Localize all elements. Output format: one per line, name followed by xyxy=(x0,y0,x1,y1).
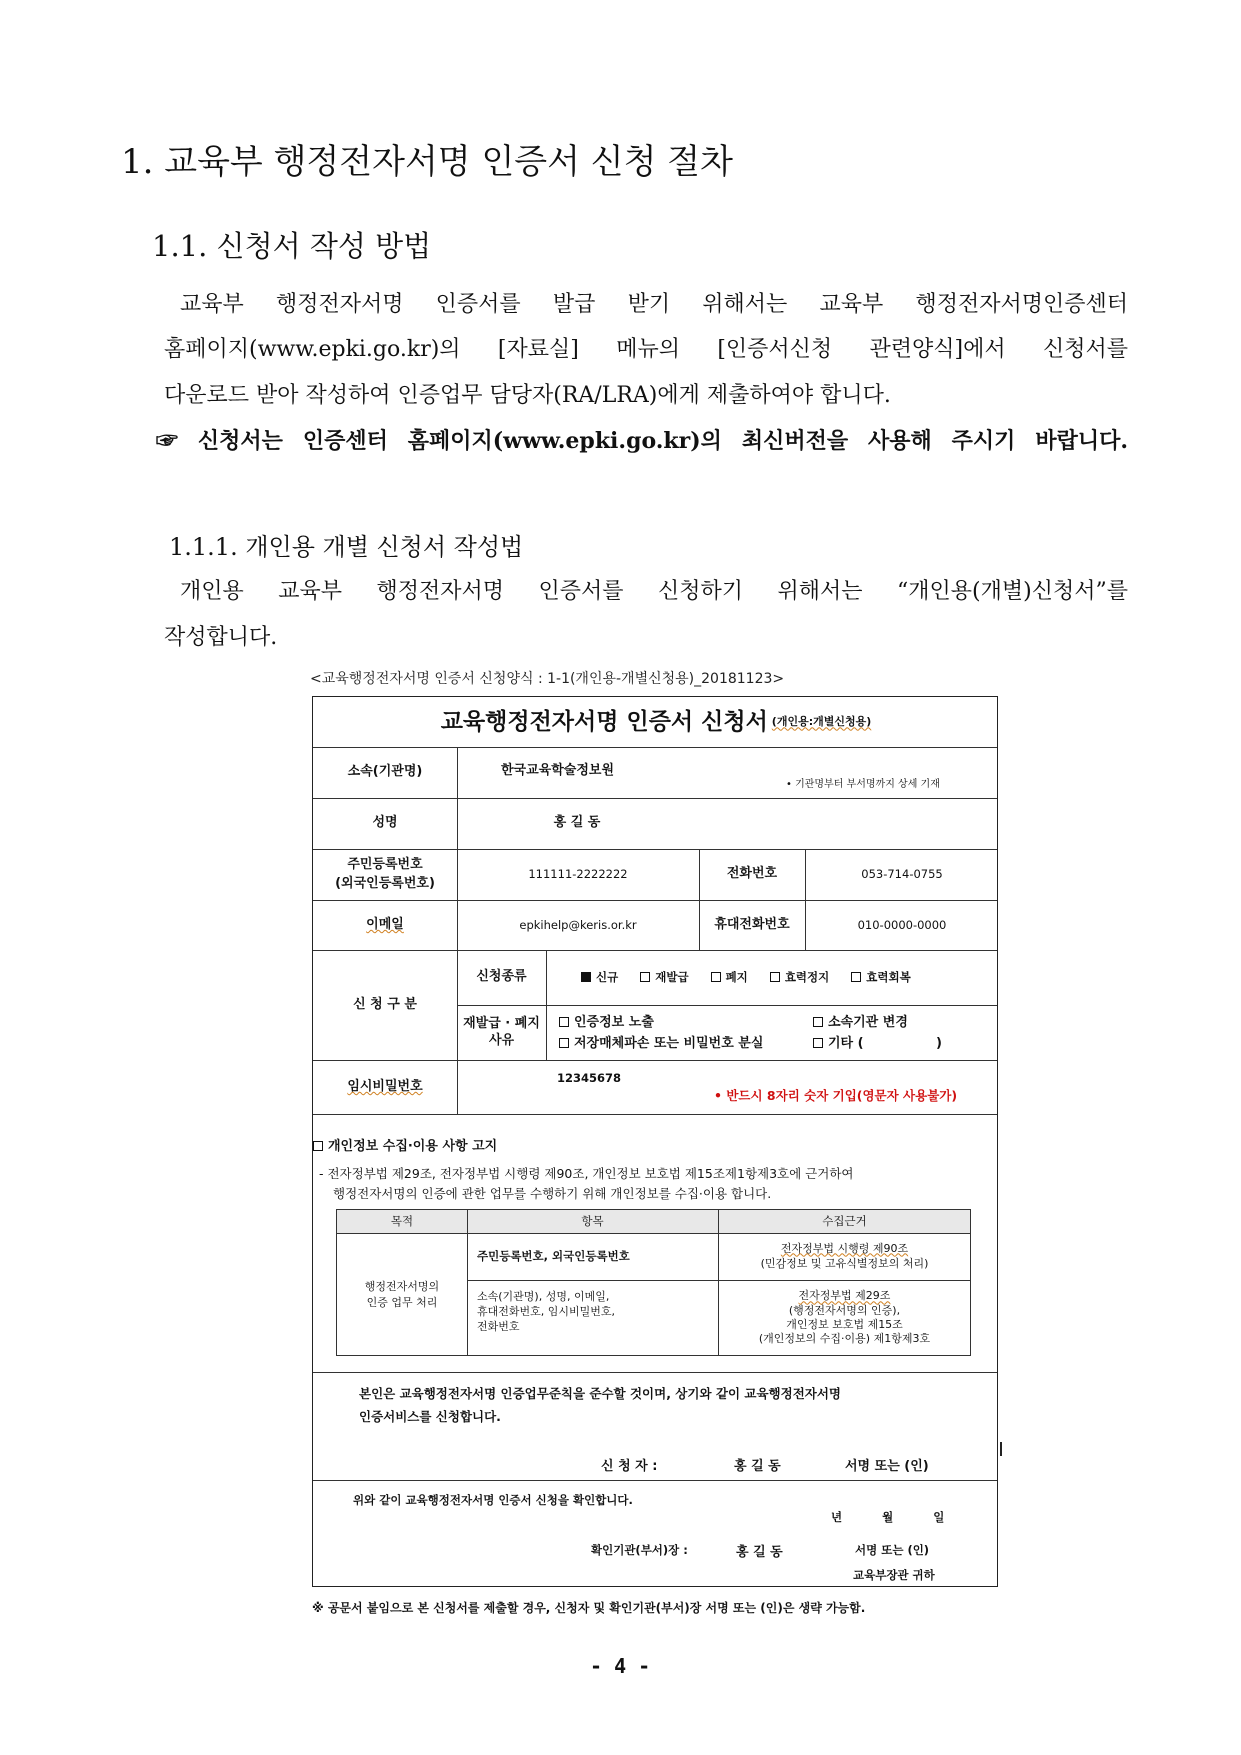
row2-basis: 전자정부법 제29조 (행정전자서명의 인증), 개인정보 보호법 제15조 (개인정보의 수집·이용) 제1항제3호 xyxy=(758,1289,931,1346)
reason-label: 재발급 · 폐지 사유 xyxy=(463,1015,540,1048)
header-purpose: 목적 xyxy=(390,1214,414,1229)
checkbox-icon xyxy=(813,1017,823,1027)
checkbox-icon xyxy=(813,1038,823,1048)
application-form xyxy=(312,696,998,1587)
form-caption: <교육행정전자서명 인증서 신청양식 : 1-1(개인용-개별신청용)_20181123> xyxy=(310,671,785,687)
name-value[interactable]: 홍 길 동 xyxy=(553,815,601,831)
checkbox-icon xyxy=(851,972,861,982)
row1-items: 주민등록번호, 외국인등록번호 xyxy=(477,1249,630,1263)
applicant-label: 신 청 자 : xyxy=(601,1459,658,1474)
page-number: - 4 - xyxy=(590,1654,651,1678)
form-title: 교육행정전자서명 인증서 신청서 (개인용:개별신청용) xyxy=(440,708,872,735)
category-label: 신 청 구 분 xyxy=(353,996,417,1012)
type-options xyxy=(581,969,929,985)
rrn-label: 주민등록번호 (외국인등록번호) xyxy=(335,857,435,891)
checkbox-icon xyxy=(711,972,721,982)
footnote: ※ 공문서 붙임으로 본 신청서를 제출할 경우, 신청자 및 확인기관(부서)장 서명 또는 (인)은 생략 가능함. xyxy=(312,1601,866,1615)
rrn-value[interactable]: 111111-2222222 xyxy=(528,867,628,882)
phone-label: 전화번호 xyxy=(726,866,778,882)
temp-password-note: • 반드시 8자리 숫자 기입(영문자 사용불가) xyxy=(714,1088,958,1103)
row1-basis: 전자정부법 시행령 제90조 (민감정보 및 고유식별정보의 처리) xyxy=(760,1241,929,1270)
intro-line-2: 홈페이지(www.epki.go.kr)의 [자료실] 메뉴의 [인증서신청 관련양식]에서 신청서를 xyxy=(164,337,1128,362)
phone-value[interactable]: 053-714-0755 xyxy=(861,867,943,882)
applicant-name[interactable]: 홍 길 동 xyxy=(734,1459,781,1474)
intro-note: ☞ 신청서는 인증센터 홈페이지(www.epki.go.kr)의 최신버전을 사용해 주시기 바랍니다. xyxy=(156,428,1128,454)
affiliation-note: • 기관명부터 부서명까지 상세 기재 xyxy=(786,779,940,790)
checkbox-icon xyxy=(770,972,780,982)
confirm-date[interactable]: 년 월 일 xyxy=(831,1510,945,1524)
type-new[interactable]: 신규 xyxy=(581,970,618,984)
sub-line-1: 개인용 교육부 행정전자서명 인증서를 신청하기 위해서는 “개인용(개별)신청서”를 xyxy=(180,579,1128,604)
header-basis: 수집근거 xyxy=(822,1214,867,1229)
checkbox-checked-icon xyxy=(581,972,591,982)
reason-exposure[interactable]: 인증정보 노출 xyxy=(559,1011,654,1030)
affiliation-value[interactable]: 한국교육학술정보원 xyxy=(501,763,615,778)
confirmer-label: 확인기관(부서)장 : xyxy=(591,1543,688,1557)
edge-mark xyxy=(1000,1442,1002,1456)
type-revoke[interactable]: 폐지 xyxy=(711,970,748,984)
checkbox-icon xyxy=(640,972,650,982)
confirm-text: 위와 같이 교육행정전자서명 인증서 신청을 확인합니다. xyxy=(353,1493,633,1507)
temp-password-label: 임시비밀번호 xyxy=(347,1078,423,1094)
privacy-line-1: - 전자정부법 제29조, 전자정부법 시행령 제90조, 개인정보 보호법 제15조제1항제3호에 근거하여 xyxy=(319,1166,854,1181)
privacy-heading: 개인정보 수집·이용 사항 고지 xyxy=(313,1135,497,1154)
mobile-value[interactable]: 010-0000-0000 xyxy=(857,917,947,932)
purpose-cell: 행정전자서명의 인증 업무 처리 xyxy=(364,1280,440,1309)
type-suspend[interactable]: 효력정지 xyxy=(770,970,829,984)
heading-1-1-1: 1.1.1. 개인용 개별 신청서 작성법 xyxy=(169,533,524,561)
intro-line-1: 교육부 행정전자서명 인증서를 발급 받기 위해서는 교육부 행정전자서명인증센터 xyxy=(180,292,1128,317)
checkbox-icon xyxy=(559,1017,569,1027)
reason-other[interactable]: 기타 ( ) xyxy=(813,1032,942,1051)
temp-password-value[interactable]: 12345678 xyxy=(557,1071,622,1085)
email-label: 이메일 xyxy=(366,916,404,932)
heading-1-1: 1.1. 신청서 작성 방법 xyxy=(152,229,432,263)
privacy-table xyxy=(336,1209,971,1356)
checkbox-icon xyxy=(313,1141,323,1151)
affiliation-label: 소속(기관명) xyxy=(347,764,423,780)
applicant-signature[interactable]: 서명 또는 (인) xyxy=(845,1459,929,1474)
mobile-label: 휴대전화번호 xyxy=(714,916,790,932)
form-title-sub: (개인용:개별신청용) xyxy=(771,715,872,729)
type-restore[interactable]: 효력회복 xyxy=(851,970,910,984)
checkbox-icon xyxy=(559,1038,569,1048)
privacy-line-2: 행정전자서명의 인증에 관한 업무를 수행하기 위해 개인정보를 수집·이용 합니다. xyxy=(333,1186,772,1201)
reason-affiliation-change[interactable]: 소속기관 변경 xyxy=(813,1011,908,1030)
heading-1: 1. 교육부 행정전자서명 인증서 신청 절차 xyxy=(121,142,733,182)
confirmer-name[interactable]: 홍 길 동 xyxy=(736,1545,783,1560)
sub-line-2: 작성합니다. xyxy=(164,625,278,650)
row2-items: 소속(기관명), 성명, 이메일, 휴대전화번호, 임시비밀번호, 전화번호 xyxy=(477,1290,616,1333)
addressee: 교육부장관 귀하 xyxy=(853,1568,935,1582)
declaration-text: 본인은 교육행정전자서명 인증업무준칙을 준수할 것이며, 상기와 같이 교육행정전자서명 인증서비스를 신청합니다. xyxy=(359,1386,841,1424)
intro-line-3: 다운로드 받아 작성하여 인증업무 담당자(RA/LRA)에게 제출하여야 합니다. xyxy=(164,383,891,408)
email-value[interactable]: epkihelp@keris.or.kr xyxy=(519,917,637,932)
confirmer-signature[interactable]: 서명 또는 (인) xyxy=(855,1543,930,1557)
type-label: 신청종류 xyxy=(476,969,527,985)
name-label: 성명 xyxy=(372,815,398,831)
header-items: 항목 xyxy=(581,1214,604,1229)
reason-media-loss[interactable]: 저장매체파손 또는 비밀번호 분실 xyxy=(559,1032,763,1051)
type-reissue[interactable]: 재발급 xyxy=(640,970,688,984)
